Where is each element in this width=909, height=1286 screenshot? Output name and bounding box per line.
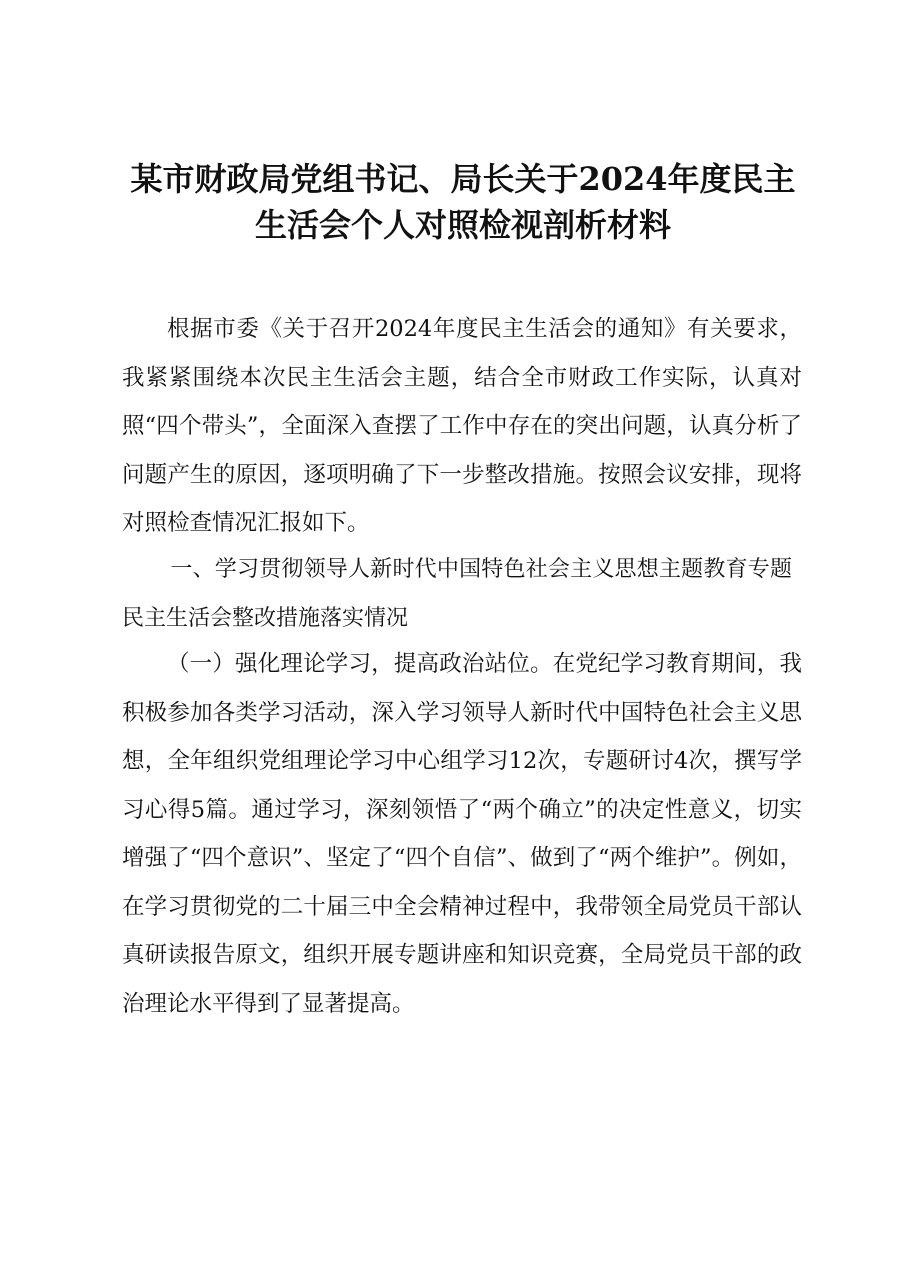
section-1-item-1-paragraph: （一）强化理论学习，提高政治站位。在党纪学习教育期间，我积极参加各类学习活动，深入学习领导人新时代中国特色社会主义思想，全年组织党组理论学习中心组学习12次，专题研讨4次，撰写学习心得5篇。通过学习，深刻领悟了“两个确立”的决定性意义，切实增强了“四个意识”、坚定了“四个自信”、做到了“两个维护”。例如，在学习贯彻党的二十届三中全会精神过程中，我带领全局党员干部认真研读报告原文，组织开展专题讲座和知识竞赛，全局党员干部的政治理论水平得到了显著提高。 bbox=[122, 651, 802, 1017]
document-title: 某市财政局党组书记、局长关于2024年度民主生活会个人对照检视剖析材料 bbox=[130, 160, 796, 244]
section-1-heading: 一、学习贯彻领导人新时代中国特色社会主义思想主题教育专题民主生活会整改措施落实情况 bbox=[122, 557, 792, 631]
intro-paragraph: 根据市委《关于召开2024年度民主生活会的通知》有关要求，我紧紧围绕本次民主生活会主题，结合全市财政工作实际，认真对照“四个带头”，全面深入查摆了工作中存在的突出问题，认真分析了问题产生的原因，逐项明确了下一步整改措施。按照会议安排，现将对照检查情况汇报如下。 bbox=[122, 316, 802, 536]
